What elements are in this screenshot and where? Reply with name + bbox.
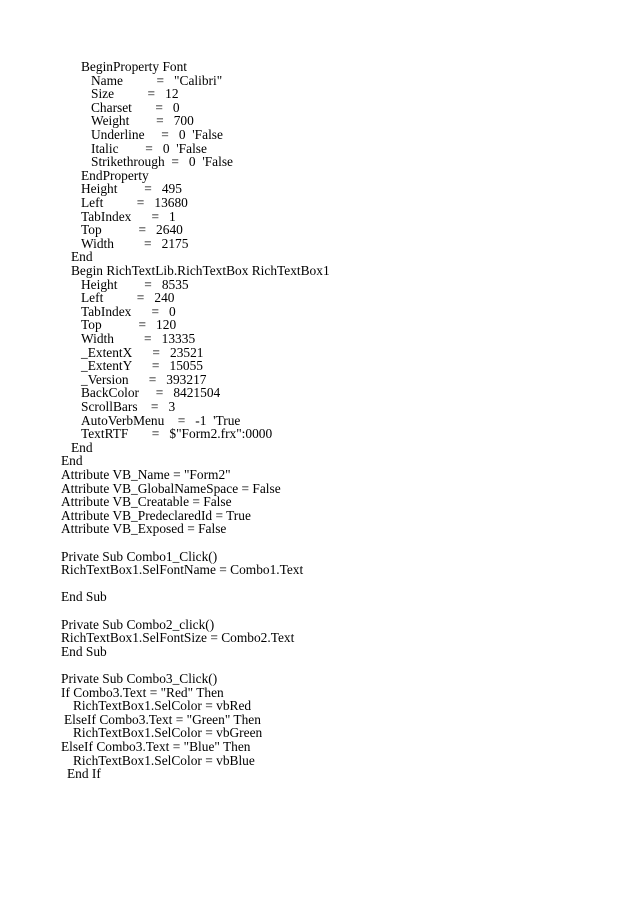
code-line: TabIndex = 1	[81, 208, 176, 224]
code-line: ElseIf Combo3.Text = "Blue" Then	[61, 739, 251, 754]
code-line: _ExtentX = 23521	[81, 344, 204, 360]
code-line: TextRTF = $"Form2.frx":0000	[81, 426, 273, 442]
code-line: Private Sub Combo3_Click()	[61, 671, 218, 686]
code-line: End	[61, 453, 83, 469]
code-line: AutoVerbMenu = -1 'True	[81, 412, 241, 428]
code-line: Attribute VB_Exposed = False	[61, 521, 227, 537]
code-line: ElseIf Combo3.Text = "Green" Then	[64, 711, 261, 727]
code-line: Left = 13680	[81, 195, 188, 210]
code-line: End Sub	[61, 643, 107, 659]
code-line: _ExtentY = 15055	[81, 358, 203, 374]
code-line: Height = 495	[81, 181, 182, 197]
code-line: Attribute VB_Name = "Form2"	[61, 467, 231, 482]
code-line: BackColor = 8421504	[81, 385, 221, 401]
code-line: Left = 240	[81, 290, 175, 306]
code-line: Italic = 0 'False	[91, 140, 207, 156]
code-line: End	[71, 439, 93, 455]
code-line: Attribute VB_Creatable = False	[61, 494, 232, 510]
code-line: Height = 8535	[81, 276, 189, 292]
code-line: EndProperty	[81, 167, 149, 183]
code-line: End Sub	[61, 589, 107, 605]
code-line: ScrollBars = 3	[81, 399, 176, 414]
code-line: Name = "Calibri"	[91, 72, 223, 88]
code-line: End If	[67, 766, 101, 782]
code-line: RichTextBox1.SelFontSize = Combo2.Text	[61, 630, 295, 646]
code-line: Size = 12	[91, 86, 179, 102]
code-line: Top = 2640	[81, 222, 183, 238]
code-line: Width = 13335	[81, 331, 196, 346]
code-line: Attribute VB_PredeclaredId = True	[61, 507, 251, 523]
code-line: End	[71, 249, 93, 265]
code-line: RichTextBox1.SelColor = vbBlue	[73, 752, 255, 768]
code-line: TabIndex = 0	[81, 303, 176, 319]
code-line: _Version = 393217	[81, 371, 207, 387]
code-line: Attribute VB_GlobalNameSpace = False	[61, 480, 281, 496]
code-line: RichTextBox1.SelFontName = Combo1.Text	[61, 562, 304, 578]
code-line: Begin RichTextLib.RichTextBox RichTextBox1	[71, 263, 330, 278]
code-line: Private Sub Combo2_click()	[61, 616, 215, 632]
code-line: Underline = 0 'False	[91, 127, 223, 142]
code-line: Width = 2175	[81, 235, 189, 251]
code-line: Charset = 0	[91, 99, 180, 115]
code-line: Top = 120	[81, 317, 177, 333]
code-line: Private Sub Combo1_Click()	[61, 548, 218, 564]
code-line: RichTextBox1.SelColor = vbGreen	[73, 725, 263, 741]
code-line: Weight = 700	[91, 113, 194, 129]
code-line: BeginProperty Font	[81, 59, 188, 74]
code-line: RichTextBox1.SelColor = vbRed	[73, 698, 252, 714]
code-line: Strikethrough = 0 'False	[91, 154, 234, 170]
code-line: If Combo3.Text = "Red" Then	[61, 684, 224, 700]
